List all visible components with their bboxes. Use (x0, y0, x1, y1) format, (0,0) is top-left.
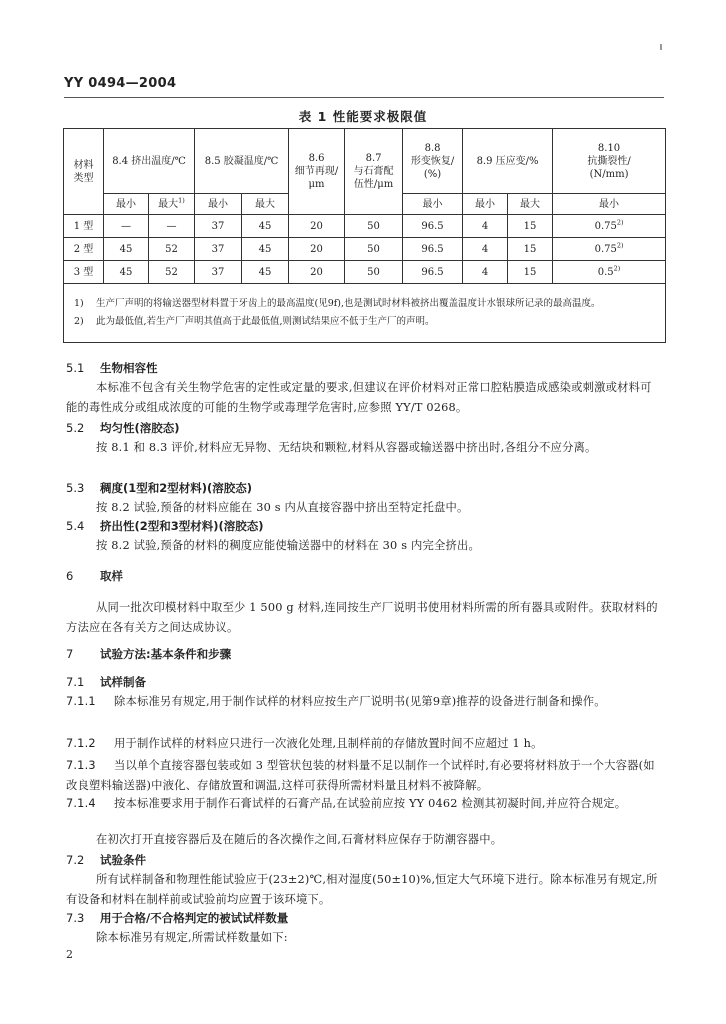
header-gypsum-compatibility: 8.7 与石膏配 伍性/μm (345, 129, 403, 215)
sub-min: 最小 (463, 194, 508, 215)
header-tear-strength: 8.10 抗撕裂性/ (N/mm) (553, 129, 666, 194)
table-row: 3 型 45 52 37 45 20 50 96.5 4 15 0.5$^{2)}$ (64, 261, 666, 284)
footnote-1: 1) 生产厂声明的将输送器型材料置于牙齿上的最高温度(见9f),也是测试时材料被挤出覆盖温度计水银球所记录的最高温度。 (74, 298, 601, 309)
clause-7-1-4-extra: 在初次打开直接容器后及在随后的各次操作之间,石膏材料应保存于防潮容器中。 (96, 833, 503, 846)
section-text-7-3: 除本标准另有规定,所需试样数量如下: (96, 931, 288, 944)
table-row: 1 型 — — 37 45 20 50 96.5 4 15 0.75$^{2)}$ (64, 215, 666, 238)
scan-mark (660, 44, 662, 50)
header-strain: 8.9 压应变/% (463, 129, 553, 194)
header-gel-temp: 8.5 胶凝温度/℃ (195, 129, 289, 194)
sub-max: 最大 (508, 194, 553, 215)
clause-7-1-1: 7.1.1 除本标准另有规定,用于制作试样的材料应按生产厂说明书(见第9章)推荐的设备进行制备和操作。 (66, 695, 606, 708)
section-text-5-4: 按 8.2 试验,预备的材料的稠度应能使输送器中的材料在 30 s 内完全挤出。 (96, 539, 480, 552)
header-detail-reproduction: 8.6 细节再现/ μm (289, 129, 345, 215)
sub-max: 最大 (242, 194, 289, 215)
section-text-5-3: 按 8.2 试验,预备的材料应能在 30 s 内从直接容器中挤出至特定托盘中。 (96, 501, 469, 514)
section-heading-5-3: 5.3 稠度(1型和2型材料)(溶胶态) (66, 481, 253, 495)
section-text-5-1: 本标准不包含有关生物学危害的定性或定量的要求,但建议在评价材料对正常口腔粘膜造成感染或刺激或材料可能的毒性成分或组成浓度的可能的生物学或毒理学危害时,应参照 YY/T 0268。 (66, 381, 652, 414)
section-heading-7-3: 7.3 用于合格/不合格判定的被试试样数量 (66, 911, 289, 925)
sub-max: 最大$^{1)}$ (149, 194, 195, 215)
header-rule (64, 97, 664, 98)
section-heading-5-1: 5.1 生物相容性 (66, 361, 158, 375)
page-number: 2 (66, 948, 73, 961)
header-material-type: 材料类型 (64, 129, 104, 215)
clause-7-1-2: 7.1.2 用于制作试样的材料应只进行一次液化处理,且制样前的存储放置时间不应超过 1 h。 (66, 737, 543, 750)
footnote-2: 2) 此为最低值,若生产厂声明其值高于此最低值,则测试结果应不低于生产厂的声明。 (74, 316, 435, 327)
section-heading-6: 6 取样 (66, 569, 123, 583)
sub-min: 最小 (195, 194, 242, 215)
table-footnotes (64, 284, 666, 343)
performance-table (63, 128, 666, 343)
document-code: YY 0494—2004 (64, 76, 177, 91)
section-heading-7-1: 7.1 试样制备 (66, 675, 146, 689)
sub-min: 最小 (104, 194, 149, 215)
section-heading-7: 7 试验方法:基本条件和步骤 (66, 647, 232, 661)
sub-min: 最小 (403, 194, 463, 215)
section-text-5-2: 按 8.1 和 8.3 评价,材料应无异物、无结块和颗粒,材料从容器或输送器中挤出时,各组分不应分离。 (96, 441, 597, 454)
sub-min: 最小 (553, 194, 666, 215)
table-row: 2 型 45 52 37 45 20 50 96.5 4 15 0.75$^{2)}$ (64, 238, 666, 261)
section-heading-5-4: 5.4 挤出性(2型和3型材料)(溶胶态) (66, 519, 264, 533)
section-text-7-2: 所有试样制备和物理性能试验应于(23±2)℃,相对湿度(50±10)%,恒定大气环境下进行。除本标准另有规定,所有设备和材料在制样前或试验前均应置于该环境下。 (66, 873, 658, 906)
clause-7-1-4: 7.1.4 按本标准要求用于制作石膏试样的石膏产品,在试验前应按 YY 0462 检测其初凝时间,并应符合规定。 (66, 797, 627, 810)
section-text-6: 从同一批次印模材料中取至少 1 500 g 材料,连同按生产厂说明书使用材料所需的所有器具或附件。获取材料的方法应在各有关方之间达成协议。 (66, 601, 658, 634)
section-heading-5-2: 5.2 均匀性(溶胶态) (66, 421, 180, 435)
header-recovery: 8.8 形变恢复/ (%) (403, 129, 463, 194)
clause-7-1-3: 7.1.3 当以单个直接容器包装或如 3 型管状包装的材料量不足以制作一个试样时,有必要将材料放于一个大容器(如改良塑料输送器)中液化、存储放置和调温,这样可获得所需材料量且材料不被降解。 (66, 759, 655, 792)
table-title: 表 1 性能要求极限值 (298, 109, 428, 124)
section-heading-7-2: 7.2 试验条件 (66, 853, 146, 867)
header-extrusion-temp: 8.4 挤出温度/℃ (104, 129, 195, 194)
